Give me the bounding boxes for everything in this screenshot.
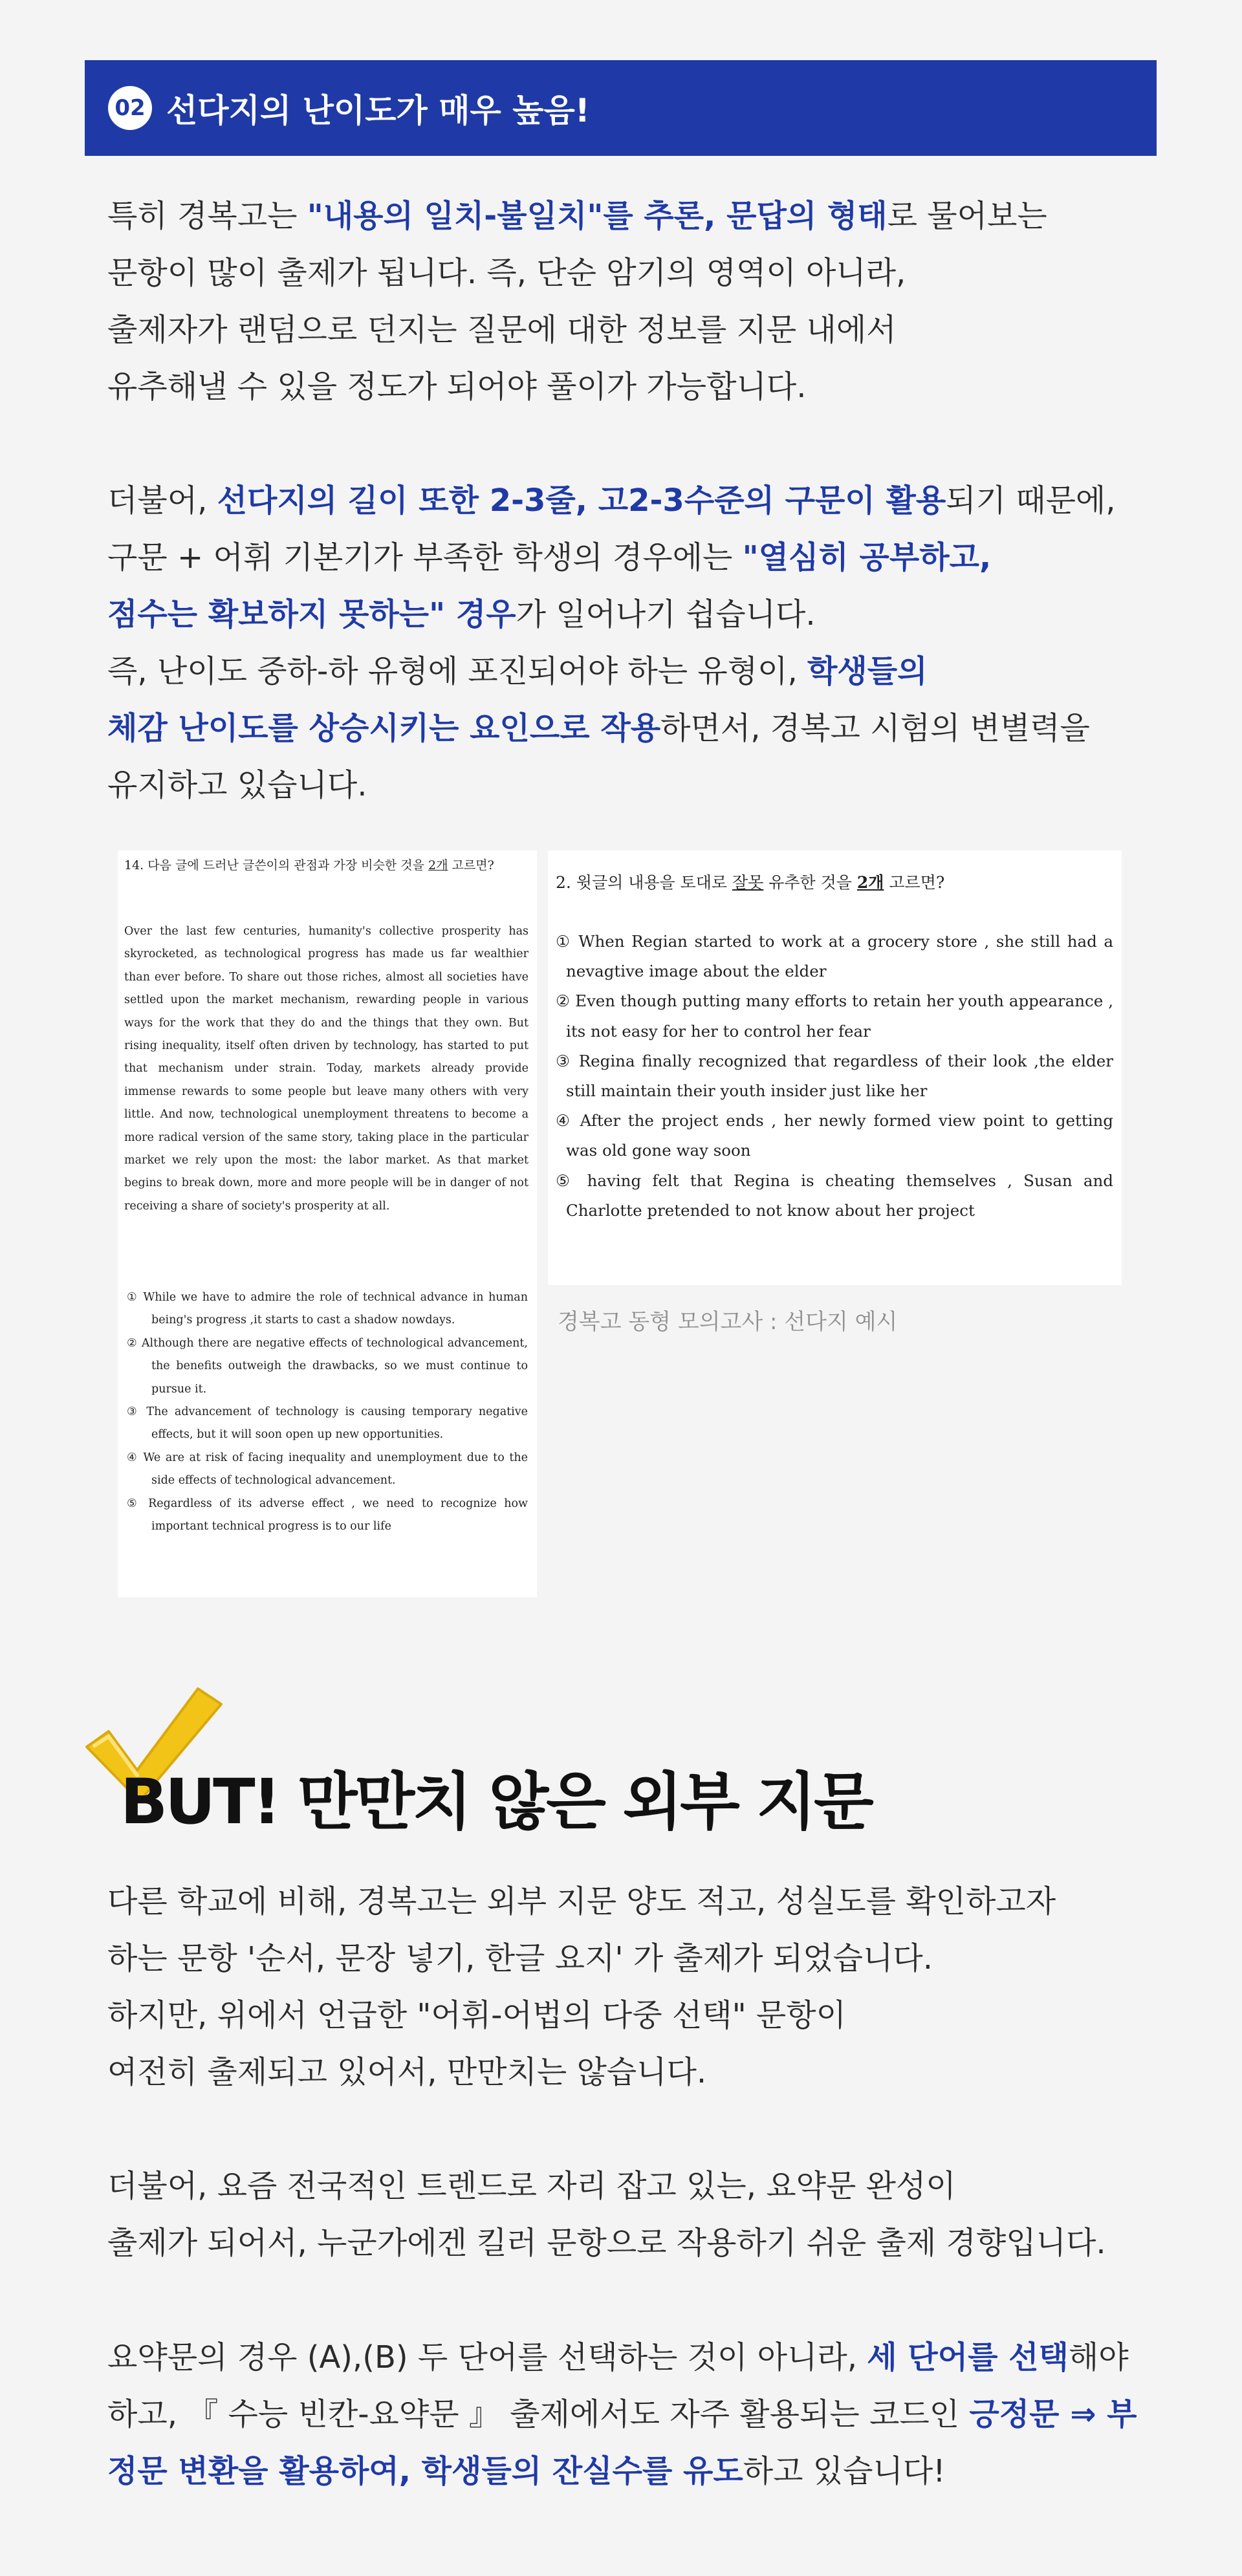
paragraph-line: 하지만, 위에서 언급한 "어휘-어법의 다중 선택" 문항이	[107, 1997, 847, 2033]
question-text: 고르면?	[884, 873, 945, 892]
exam-passage: Over the last few centuries, humanity's collective prosperity has skyrocketed, as technological progress has made us far wealthier than ever before. To share out those riches, almost all societies have settled upon the market mechanism, rewarding people in various ways for the work that they do and the things that they own. But rising inequality, itself often driven by technology, has started to put that mechanism under strain. Today, markets already provide immense rewards to some people but leave many others with very little. And now, technological unemployment threatens to become a more radical version of the same story, taking place in the particular market we rely upon the most: the labor market. As that market begins to break down, more and more people will be in danger of not receiving a share of society's prosperity at all.	[124, 925, 528, 1213]
highlight-text: "내용의 일치-불일치"를 추론, 문답의 형태	[307, 198, 888, 234]
text-span: 구문 + 어휘 기본기가 부족한 학생의 경우에는	[107, 539, 743, 576]
summary-trend-paragraph	[107, 2158, 1155, 2271]
highlight-text: "열심히 공부하고,	[742, 539, 992, 576]
paragraph-line: 출제가 되어서, 누군가에겐 킬러 문항으로 작용하기 쉬운 출제 경향입니다.	[107, 2225, 1106, 2261]
question-underline: 잘못	[732, 873, 764, 892]
exam-option: ① When Regian started to work at a grocery store , she still had a nevagtive image about the elder	[556, 932, 1113, 981]
exam-option: ③ Regina finally recognized that regardless of their look ,the elder still maintain their youth insider just like her	[556, 1051, 1113, 1101]
text-span: 하면서, 경복고 시험의 변별력을	[660, 710, 1090, 746]
highlight-text: 선다지의 길이 또한 2-3줄, 고2-3수준의 구문이 활용	[217, 482, 946, 519]
exam-question	[556, 870, 1112, 896]
text-span: 해야	[1068, 2339, 1129, 2376]
text-span: 더불어,	[107, 482, 217, 519]
section-number-badge: 02	[108, 86, 152, 130]
paragraph-line	[107, 188, 1155, 244]
text-span: 되기 때문에,	[946, 482, 1116, 519]
exam-option: ④ After the project ends , her newly formed view point to getting was old gone way soon	[556, 1111, 1113, 1160]
paragraph-line	[107, 472, 1155, 529]
exam-example-left	[118, 850, 537, 1597]
section-title: 선다지의 난이도가 매우 높음!	[166, 92, 590, 129]
paragraph-line: 여전히 출제되고 있어서, 만만치는 않습니다.	[107, 2054, 707, 2090]
exam-example-right	[548, 850, 1122, 1285]
highlight-text: 점수는 확보하지 못하는" 경우	[107, 596, 516, 633]
external-text-paragraph	[107, 1873, 1155, 2101]
paragraph-line	[107, 2329, 1155, 2386]
detail-paragraph	[107, 472, 1155, 814]
paragraph-line: 유추해낼 수 있을 정도가 되어야 풀이가 가능합니다.	[107, 369, 807, 405]
question-text: 14. 다음 글에 드러난 글쓴이의 관점과 가장 비슷한 것을	[124, 858, 429, 872]
text-span: 즉, 난이도 중하-하 유형에 포진되어야 하는 유형이,	[107, 653, 808, 689]
highlight-text: 체감 난이도를 상승시키는 요인으로 작용	[107, 710, 661, 746]
text-span: 하고 있습니다!	[743, 2453, 946, 2489]
exam-options	[556, 927, 1113, 1226]
exam-option: ④ We are at risk of facing inequality and unemployment due to the side effects of technological advancement.	[127, 1451, 528, 1488]
paragraph-line: 다른 학교에 비해, 경복고는 외부 지문 양도 적고, 성실도를 확인하고자	[107, 1883, 1056, 1920]
highlight-text: 정문 변환을 활용하여, 학생들의 잔실수를 유도	[107, 2453, 743, 2489]
highlight-text: 세 단어를 선택	[867, 2339, 1069, 2376]
exam-option: ② Even though putting many efforts to retain her youth appearance , its not easy for her to control her fear	[556, 991, 1113, 1041]
exam-option: ⑤ Regardless of its adverse effect , we need to recognize how important technical progress is to our life	[127, 1497, 528, 1533]
question-text: 고르면?	[448, 858, 494, 872]
text-span: 가 일어나기 쉽습니다.	[516, 596, 816, 633]
summary-detail-paragraph	[107, 2329, 1155, 2500]
image-caption: 경복고 동형 모의고사 : 선다지 예시	[558, 1309, 898, 1335]
text-span: 특히 경복고는	[107, 198, 307, 234]
question-bold-underline: 2개	[856, 873, 884, 892]
question-text: 유추한 것을	[763, 873, 857, 892]
exam-question	[124, 854, 529, 876]
paragraph-line	[107, 529, 1155, 586]
question-text: 2. 윗글의 내용을 토대로	[556, 873, 732, 892]
paragraph-line	[107, 700, 1155, 757]
paragraph-line	[107, 2386, 1155, 2443]
paragraph-line	[107, 643, 1155, 700]
exam-option: ① While we have to admire the role of technical advance in human being's progress ,it starts to cast a shadow nowdays.	[127, 1291, 528, 1327]
text-span: 로 물어보는	[887, 198, 1047, 234]
exam-options	[127, 1286, 528, 1538]
section-banner	[85, 60, 1157, 156]
paragraph-line	[107, 586, 1155, 643]
paragraph-line: 출제자가 랜덤으로 던지는 질문에 대한 정보를 지문 내에서	[107, 312, 897, 348]
text-span: 하고, 『 수능 빈칸-요약문 』 출제에서도 자주 활용되는 코드인	[107, 2396, 970, 2432]
intro-paragraph	[107, 188, 1155, 415]
paragraph-line: 문항이 많이 출제가 됩니다. 즉, 단순 암기의 영역이 아니라,	[107, 255, 906, 291]
paragraph-line	[107, 2443, 1155, 2500]
text-span: 요약문의 경우 (A),(B) 두 단어를 선택하는 것이 아니라,	[107, 2339, 867, 2376]
paragraph-line: 유지하고 있습니다.	[107, 767, 367, 803]
paragraph-line: 더불어, 요즘 전국적인 트렌드로 자리 잡고 있는, 요약문 완성이	[107, 2168, 956, 2204]
question-underline: 2개	[428, 858, 448, 872]
highlight-text: 학생들의	[807, 653, 928, 689]
paragraph-line: 하는 문항 '순서, 문장 넣기, 한글 요지' 가 출제가 되었습니다.	[107, 1940, 933, 1976]
section-heading: BUT! 만만치 않은 외부 지문	[120, 1766, 871, 1838]
exam-option: ② Although there are negative effects of technological advancement, the benefits outweigh the drawbacks, so we must continue to pursue it.	[127, 1336, 528, 1396]
exam-option: ⑤ having felt that Regina is cheating themselves , Susan and Charlotte pretended to not know about her project	[556, 1171, 1113, 1220]
exam-option: ③ The advancement of technology is causing temporary negative effects, but it will soon open up new opportunities.	[127, 1405, 528, 1442]
highlight-text: 긍정문 ⇒ 부	[969, 2396, 1137, 2432]
